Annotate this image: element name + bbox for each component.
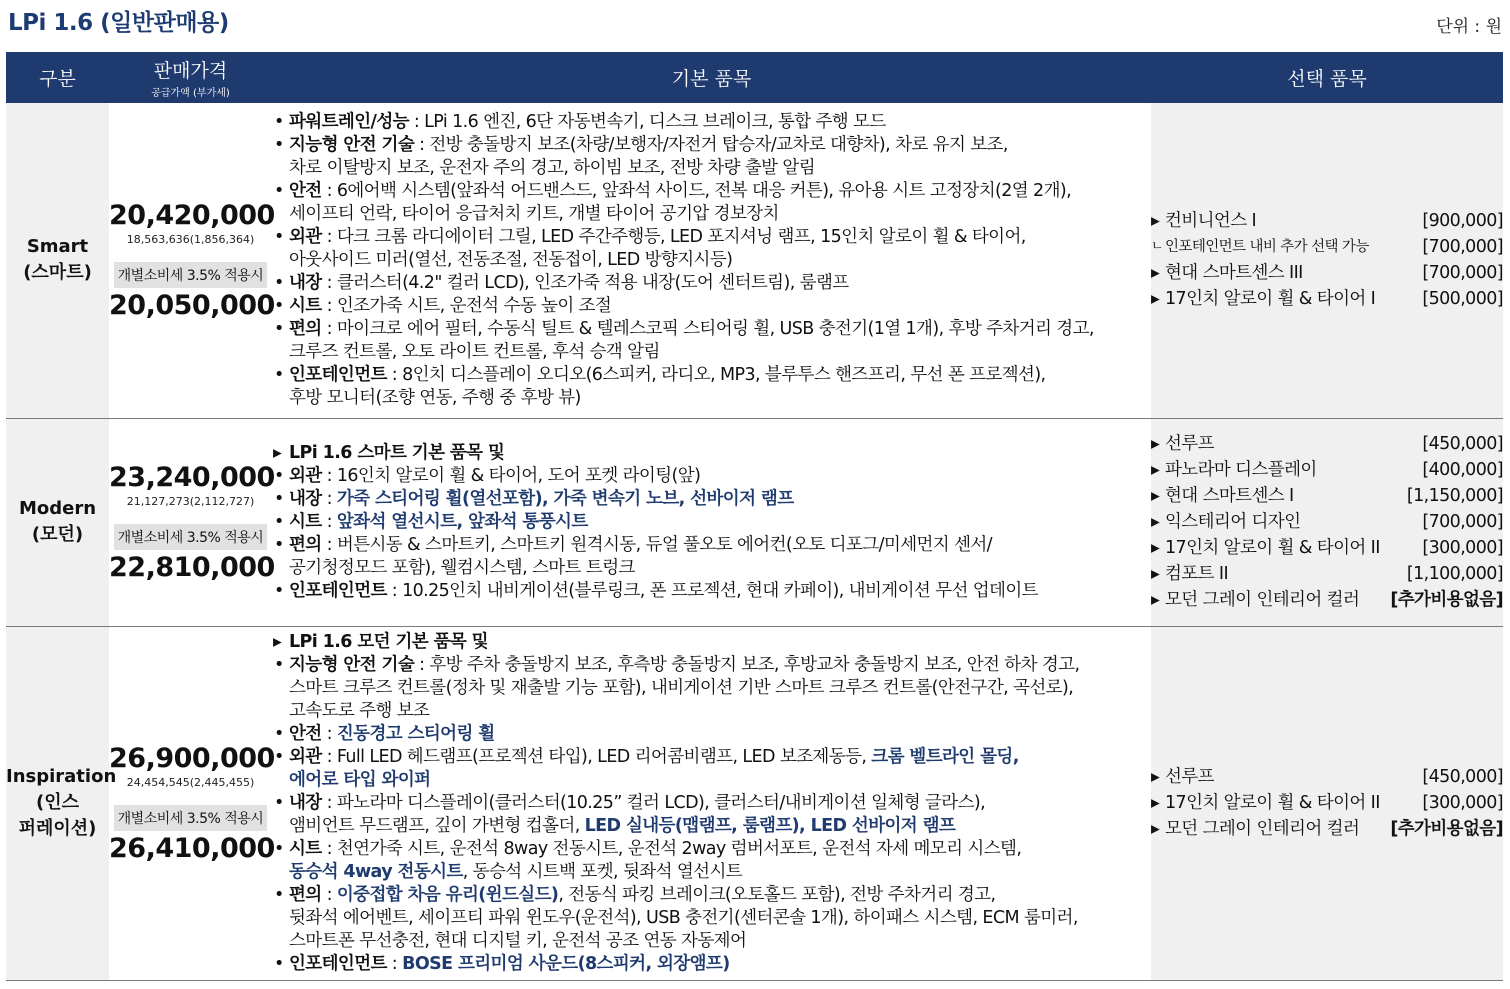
option-item: ▸ 선루프 [450,000] <box>1151 764 1503 790</box>
list-item: • 외관 : 다크 크롬 라디에이터 그릴, LED 주간주행등, LED 포지셔닝 램프, 15인치 알로이 휠 & 타이어, 아웃사이드 미러(열선, 전동조절, 전동접이, LED 방향지시등) <box>272 226 1151 272</box>
option-items-smart <box>1151 103 1503 418</box>
list-item: • 인포테인먼트 : 10.25인치 내비게이션(블루링크, 폰 프로젝션, 현대 카페이), 내비게이션 무선 업데이트 <box>272 580 1151 603</box>
page-title: LPi 1.6 (일반판매용) <box>8 10 229 36</box>
supply-price: 18,563,636(1,856,364) <box>126 232 255 246</box>
trim-price-smart <box>109 103 275 418</box>
list-item: • 시트 : 인조가죽 시트, 운전석 수동 높이 조절 <box>272 295 1151 318</box>
trim-name-kr: 퍼레이션) <box>18 818 97 839</box>
option-item: ▸ 익스테리어 디자인 [700,000] <box>1151 509 1503 535</box>
list-item: • 외관 : 16인치 알로이 휠 & 타이어, 도어 포켓 라이팅(앞) <box>272 465 1151 488</box>
trim-name-kr: (인스 <box>35 792 79 813</box>
header-options: 선택 품목 <box>1151 52 1503 103</box>
trim-name-smart <box>6 103 109 418</box>
option-item: ▸ 컨비니언스 I [900,000] <box>1151 208 1503 234</box>
option-item: ▸ 17인치 알로이 휠 & 타이어 I [500,000] <box>1151 286 1503 312</box>
table-header-row <box>6 52 1503 103</box>
option-item: ▸ 컴포트 II [1,100,000] <box>1151 561 1503 587</box>
tax-label: 개별소비세 3.5% 적용시 <box>114 805 268 831</box>
trim-row-smart <box>6 103 1503 418</box>
header-grade: 구분 <box>6 52 109 103</box>
option-items-inspiration <box>1151 626 1503 980</box>
header-basic: 기본 품목 <box>272 52 1151 103</box>
trim-price-modern <box>109 418 275 626</box>
option-item: ▸ 17인치 알로이 휠 & 타이어 II [300,000] <box>1151 535 1503 561</box>
trim-name-kr: (모던) <box>31 524 84 545</box>
trim-row-inspiration <box>6 626 1503 980</box>
trim-row-modern <box>6 418 1503 626</box>
list-item: • 파워트레인/성능 : LPi 1.6 엔진, 6단 자동변속기, 디스크 브레이크, 통합 주행 모드 <box>272 111 1151 134</box>
list-item: • 지능형 안전 기술 : 전방 충돌방지 보조(차량/보행자/자전거 탑승자/교차로 대향차), 차로 유지 보조, 차로 이탈방지 보조, 운전자 주의 경고, 하이빔 보조, 전방 차량 출발 알림 <box>272 134 1151 180</box>
sale-price: 26,900,000 <box>109 742 275 774</box>
list-item: • 시트 : 앞좌석 열선시트, 앞좌석 통풍시트 <box>272 511 1151 534</box>
unit-label: 단위 : 원 <box>1436 17 1502 37</box>
tax-price: 26,410,000 <box>109 832 275 864</box>
basic-items-inspiration <box>272 626 1151 980</box>
option-items-modern <box>1151 418 1503 626</box>
trim-name-kr: (스마트) <box>23 262 92 284</box>
basic-items-smart <box>272 103 1151 418</box>
sale-price: 23,240,000 <box>109 461 275 493</box>
option-item: ▸ 파노라마 디스플레이 [400,000] <box>1151 457 1503 483</box>
option-item: ▸ 모던 그레이 인테리어 컬러 [추가비용없음] <box>1151 587 1503 613</box>
header-price-label: 판매가격 <box>153 60 228 82</box>
price-table <box>6 52 1503 981</box>
list-item: • 편의 : 이중접합 차음 유리(윈드실드), 전동식 파킹 브레이크(오토홀드 포함), 전방 주차거리 경고, 뒷좌석 에어벤트, 세이프티 파워 윈도우(운전석), USB 충전기(센터콘솔 1개), 하이패스 시스템, ECM 룸미러, 스마트폰 무선충전, 현대 디지털 키, 운전석 공조 연동 자동제어 <box>272 884 1151 953</box>
trim-name-en: Smart <box>26 236 89 258</box>
list-item: • 안전 : 6에어백 시스템(앞좌석 어드밴스드, 앞좌석 사이드, 전복 대응 커튼), 유아용 시트 고정장치(2열 2개), 세이프티 언락, 타이어 응급처치 키트, 개별 타이어 공기압 경보장치 <box>272 180 1151 226</box>
list-item: • 지능형 안전 기술 : 후방 주차 충돌방지 보조, 후측방 충돌방지 보조, 후방교차 충돌방지 보조, 안전 하차 경고, 스마트 크루즈 컨트롤(정차 및 재출발 기능 포함), 내비게이션 기반 스마트 크루즈 컨트롤(안전구간, 곡선로), 고속도로 주행 보조 <box>272 654 1151 723</box>
tax-label: 개별소비세 3.5% 적용시 <box>114 262 268 288</box>
list-item: • 편의 : 버튼시동 & 스마트키, 스마트키 원격시동, 듀얼 풀오토 에어컨(오토 디포그/미세먼지 센서/ 공기청정모드 포함), 웰컴시스템, 스마트 트렁크 <box>272 534 1151 580</box>
list-item: • 외관 : Full LED 헤드램프(프로젝션 타입), LED 리어콤비램프, LED 보조제동등, 크롬 벨트라인 몰딩, 에어로 타입 와이퍼 <box>272 746 1151 792</box>
list-item: ▸ LPi 1.6 스마트 기본 품목 및 <box>272 442 1151 465</box>
list-item: • 인포테인먼트 : BOSE 프리미엄 사운드(8스피커, 외장앰프) <box>272 953 1151 976</box>
list-item: ▸ LPi 1.6 모던 기본 품목 및 <box>272 631 1151 654</box>
trim-name-modern <box>6 418 109 626</box>
header-price-sub: 공급가액 (부가세) <box>151 88 230 99</box>
tax-price: 20,050,000 <box>109 289 275 321</box>
option-item: ▸ 현대 스마트센스 III [700,000] <box>1151 260 1503 286</box>
tax-label: 개별소비세 3.5% 적용시 <box>114 524 268 550</box>
list-item: • 시트 : 천연가죽 시트, 운전석 8way 전동시트, 운전석 2way 럼버서포트, 운전석 자세 메모리 시스템, 동승석 4way 전동시트, 동승석 시트백 포켓, 뒷좌석 열선시트 <box>272 838 1151 884</box>
option-item: ▸ 현대 스마트센스 I [1,150,000] <box>1151 483 1503 509</box>
list-item: • 내장 : 가죽 스티어링 휠(열선포함), 가죽 변속기 노브, 선바이저 램프 <box>272 488 1151 511</box>
trim-name-inspiration <box>6 626 117 980</box>
sale-price: 20,420,000 <box>109 199 275 231</box>
list-item: • 편의 : 마이크로 에어 필터, 수동식 틸트 & 텔레스코픽 스티어링 휠, USB 충전기(1열 1개), 후방 주차거리 경고, 크루즈 컨트롤, 오토 라이트 컨트롤, 후석 승객 알림 <box>272 318 1151 364</box>
trim-price-inspiration <box>109 626 275 980</box>
option-item: ▸ 선루프 [450,000] <box>1151 431 1503 457</box>
option-item: ▸ 17인치 알로이 휠 & 타이어 II [300,000] <box>1151 790 1503 816</box>
option-item: ▸ 모던 그레이 인테리어 컬러 [추가비용없음] <box>1151 816 1503 842</box>
header-price <box>109 52 272 103</box>
trim-name-en: Modern <box>18 498 97 519</box>
supply-price: 21,127,273(2,112,727) <box>126 494 255 508</box>
trim-name-en: Inspiration <box>6 766 117 787</box>
list-item: • 인포테인먼트 : 8인치 디스플레이 오디오(6스피커, 라디오, MP3, 블루투스 핸즈프리, 무선 폰 프로젝션), 후방 모니터(조향 연동, 주행 중 후방 뷰) <box>272 364 1151 410</box>
list-item: • 안전 : 진동경고 스티어링 휠 <box>272 723 1151 746</box>
option-sub-item: ㄴ 인포테인먼트 내비 추가 선택 가능 [700,000] <box>1151 234 1503 260</box>
list-item: • 내장 : 클러스터(4.2" 컬러 LCD), 인조가죽 적용 내장(도어 센터트림), 룸램프 <box>272 272 1151 295</box>
tax-price: 22,810,000 <box>109 551 275 583</box>
supply-price: 24,454,545(2,445,455) <box>126 775 255 789</box>
basic-items-modern <box>272 418 1151 626</box>
list-item: • 내장 : 파노라마 디스플레이(클러스터(10.25” 컬러 LCD), 클러스터/내비게이션 일체형 글라스), 앰비언트 무드램프, 깊이 가변형 컵홀더, LED 실내등(맵램프, 룸램프), LED 선바이저 램프 <box>272 792 1151 838</box>
